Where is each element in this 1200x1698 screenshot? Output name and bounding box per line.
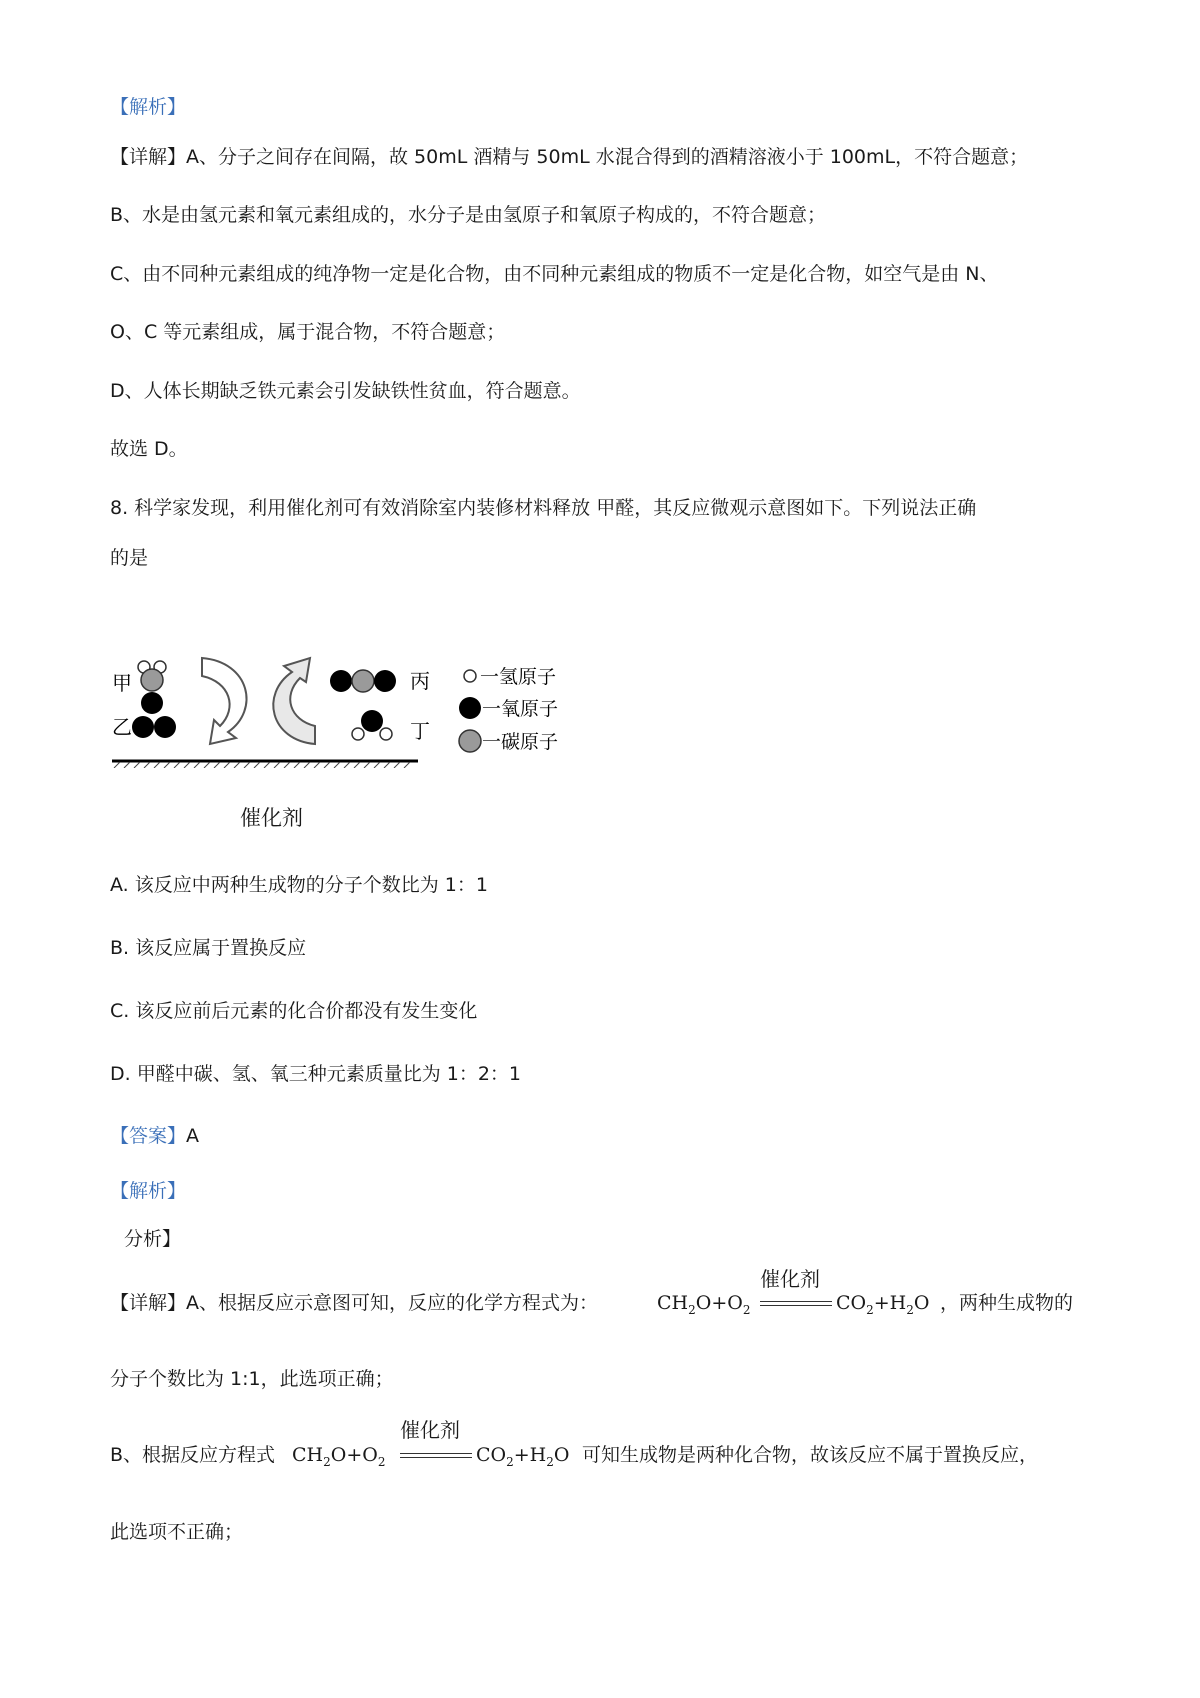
oxygen-atom (361, 710, 383, 732)
detail-B-2-line2: 此选项不正确； (110, 1521, 244, 1543)
hydrogen-atom (380, 728, 392, 740)
detail-B-1: B、水是由氢元素和氧元素组成的，水分子是由氢原子和氧原子构成的，不符合题意； (110, 204, 827, 226)
label-yi: 乙 (112, 715, 132, 739)
legend-hydrogen-label: 一氢原子 (480, 666, 557, 688)
option-C: C. 该反应前后元素的化合价都没有发生变化 (110, 1000, 478, 1022)
oxygen-atom (132, 716, 154, 738)
option-D: D. 甲醛中碳、氢、氧三种元素质量比为 1：2：1 (110, 1063, 522, 1085)
equation-products-1: $CO_2+H_2O$ (836, 1292, 930, 1317)
equation-arrow-1 (760, 1301, 832, 1306)
analysis-label-1: 【解析】 (110, 96, 187, 118)
answer-line (110, 1123, 199, 1149)
reaction-diagram (110, 648, 570, 768)
oxygen-atom (330, 670, 352, 692)
answer-value: A (186, 1125, 200, 1147)
catalyst-hatching (114, 762, 410, 768)
detail-A-1: 【详解】A、分子之间存在间隔，故 50mL 酒精与 50mL 水混合得到的酒精溶液小于 100mL，不符合题意； (110, 146, 1029, 168)
detail-A-2-post: ，两种生成物的 (940, 1292, 1074, 1314)
detail-D-1: D、人体长期缺乏铁元素会引发缺铁性贫血，符合题意。 (110, 380, 581, 402)
detail-C2: O、C 等元素组成，属于混合物，不符合题意； (110, 321, 506, 343)
legend-carbon-label: 一碳原子 (482, 731, 559, 753)
legend-oxygen-icon (459, 697, 481, 719)
equation-catalyst-2: 催化剂 (400, 1418, 460, 1442)
label-ding: 丁 (410, 719, 430, 743)
curved-arrow-down-icon (202, 658, 247, 744)
choose-answer: 故选 D。 (110, 438, 188, 460)
label-jia: 甲 (112, 671, 132, 695)
oxygen-atom (141, 692, 163, 714)
detail-B-2-pre: B、根据反应方程式 (110, 1444, 276, 1466)
equation-arrow-2 (400, 1453, 472, 1458)
oxygen-atom (374, 670, 396, 692)
label-bing: 丙 (410, 669, 430, 693)
oxygen-atom (154, 716, 176, 738)
hydrogen-atom (352, 728, 364, 740)
catalyst-label: 催化剂 (240, 806, 303, 830)
fenxi-label: 分析】 (124, 1228, 182, 1250)
equation-reactants-2: $CH_2O+O_2$ (292, 1444, 386, 1469)
legend-carbon-icon (459, 730, 481, 752)
equation-catalyst-1: 催化剂 (760, 1267, 820, 1291)
carbon-atom (352, 670, 374, 692)
answer-label: 【答案】 (110, 1125, 187, 1147)
detail-A-2-line2: 分子个数比为 1:1，此选项正确； (110, 1368, 394, 1390)
detail-C1: C、由不同种元素组成的纯净物一定是化合物，由不同种元素组成的物质不一定是化合物，如空气是由 N、 (110, 263, 999, 285)
analysis-label-2: 【解析】 (110, 1180, 187, 1202)
carbon-atom (141, 669, 163, 691)
curved-arrow-up-icon (273, 658, 315, 744)
question-stem-line1: 8. 科学家发现，利用催化剂可有效消除室内装修材料释放 甲醛，其反应微观示意图如下。下列说法正确 (110, 497, 977, 519)
legend-oxygen-label: 一氧原子 (482, 698, 559, 720)
detail-A-2-pre: 【详解】A、根据反应示意图可知，反应的化学方程式为： (110, 1292, 598, 1314)
detail-B-2-post: 可知生成物是两种化合物，故该反应不属于置换反应， (582, 1444, 1039, 1466)
legend-hydrogen-icon (464, 670, 476, 682)
equation-reactants-1: $CH_2O+O_2$ (657, 1292, 751, 1317)
option-B: B. 该反应属于置换反应 (110, 937, 307, 959)
equation-products-2: $CO_2+H_2O$ (476, 1444, 570, 1469)
option-A: A. 该反应中两种生成物的分子个数比为 1：1 (110, 874, 488, 896)
question-stem-line2: 的是 (110, 547, 149, 569)
